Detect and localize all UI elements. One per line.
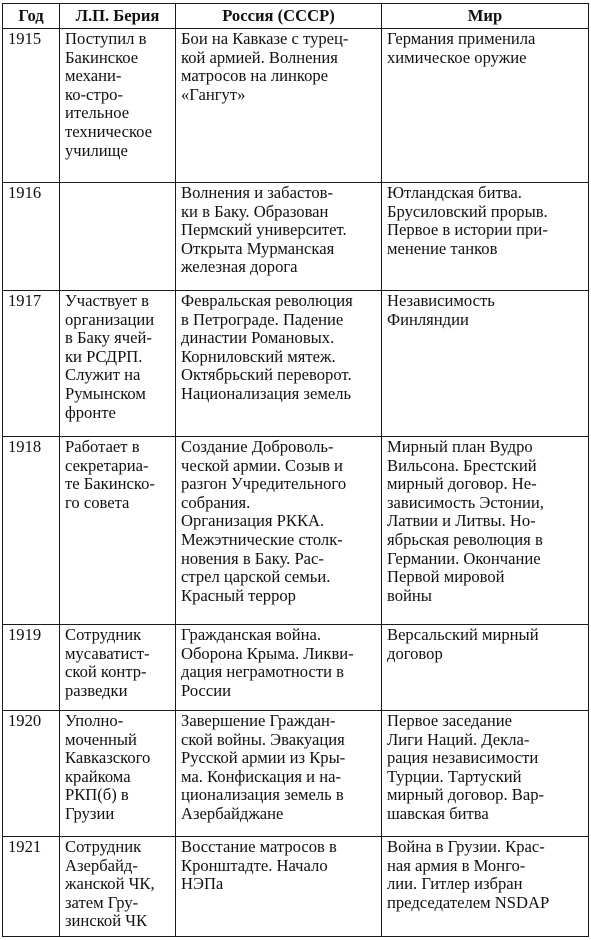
header-year: Год bbox=[3, 4, 60, 29]
table-row bbox=[3, 183, 589, 291]
cell-world: Версальский мирный договор bbox=[382, 625, 589, 711]
cell-year: 1915 bbox=[3, 29, 60, 183]
table-body bbox=[3, 29, 589, 937]
table-row bbox=[3, 437, 589, 625]
cell-russia: Февральская революция в Петрограде. Падение династии Романовых. Корниловский мятеж. Октябрьский переворот. Национализация земель bbox=[176, 291, 382, 437]
cell-russia: Гражданская война. Оборона Крыма. Ликви- дация неграмотности в России bbox=[176, 625, 382, 711]
cell-beria bbox=[60, 183, 176, 291]
cell-year: 1916 bbox=[3, 183, 60, 291]
cell-year: 1919 bbox=[3, 625, 60, 711]
table-row bbox=[3, 291, 589, 437]
cell-russia: Бои на Кавказе с турец- кой армией. Волнения матросов на линкоре «Гангут» bbox=[176, 29, 382, 183]
cell-year: 1918 bbox=[3, 437, 60, 625]
cell-year: 1920 bbox=[3, 711, 60, 837]
cell-world: Германия применила химическое оружие bbox=[382, 29, 589, 183]
header-row bbox=[3, 4, 589, 29]
header-beria: Л.П. Берия bbox=[60, 4, 176, 29]
cell-beria: Участвует в организации в Баку ячей- ки РСДРП. Служит на Румынском фронте bbox=[60, 291, 176, 437]
chronology-table bbox=[2, 3, 589, 937]
cell-world: Мирный план Вудро Вильсона. Брестский мирный договор. Не- зависимость Эстонии, Латвии и Литвы. Но- ябрьская революция в Германии. Окончание Первой мировой войны bbox=[382, 437, 589, 625]
cell-russia: Создание Доброволь- ческой армии. Созыв и разгон Учредительного собрания. Организация РККА. Межэтнические столк- новения в Баку. Рас- стрел царской семьи. Красный террор bbox=[176, 437, 382, 625]
cell-beria: Работает в секретариа- те Бакинско- го совета bbox=[60, 437, 176, 625]
table-row bbox=[3, 29, 589, 183]
cell-world: Независимость Финляндии bbox=[382, 291, 589, 437]
table-row bbox=[3, 837, 589, 937]
cell-world: Война в Грузии. Крас- ная армия в Монго- лии. Гитлер избран председателем NSDAP bbox=[382, 837, 589, 937]
table-header bbox=[3, 4, 589, 29]
cell-russia: Завершение Граждан- ской войны. Эвакуация Русской армии из Кры- ма. Конфискация и на- ционализация земель в Азербайджане bbox=[176, 711, 382, 837]
header-russia: Россия (СССР) bbox=[176, 4, 382, 29]
cell-beria: Уполно- моченный Кавказского крайкома РКП(б) в Грузии bbox=[60, 711, 176, 837]
cell-world: Первое заседание Лиги Наций. Декла- рация независимости Турции. Тартуский мирный договор. Вар- шавская битва bbox=[382, 711, 589, 837]
cell-beria: Сотрудник мусаватист- ской контр- разведки bbox=[60, 625, 176, 711]
cell-year: 1921 bbox=[3, 837, 60, 937]
cell-russia: Восстание матросов в Кронштадте. Начало НЭПа bbox=[176, 837, 382, 937]
cell-russia: Волнения и забастов- ки в Баку. Образован Пермский университет. Открыта Мурманская железная дорога bbox=[176, 183, 382, 291]
cell-year: 1917 bbox=[3, 291, 60, 437]
header-world: Мир bbox=[382, 4, 589, 29]
document-page bbox=[2, 3, 589, 937]
table-row bbox=[3, 711, 589, 837]
table-row bbox=[3, 625, 589, 711]
cell-beria: Сотрудник Азербайд- жанской ЧК, затем Гру- зинской ЧК bbox=[60, 837, 176, 937]
cell-world: Ютландская битва. Брусиловский прорыв. Первое в истории при- менение танков bbox=[382, 183, 589, 291]
cell-beria: Поступил в Бакинское механи- ко-стро- ительное техническое училище bbox=[60, 29, 176, 183]
